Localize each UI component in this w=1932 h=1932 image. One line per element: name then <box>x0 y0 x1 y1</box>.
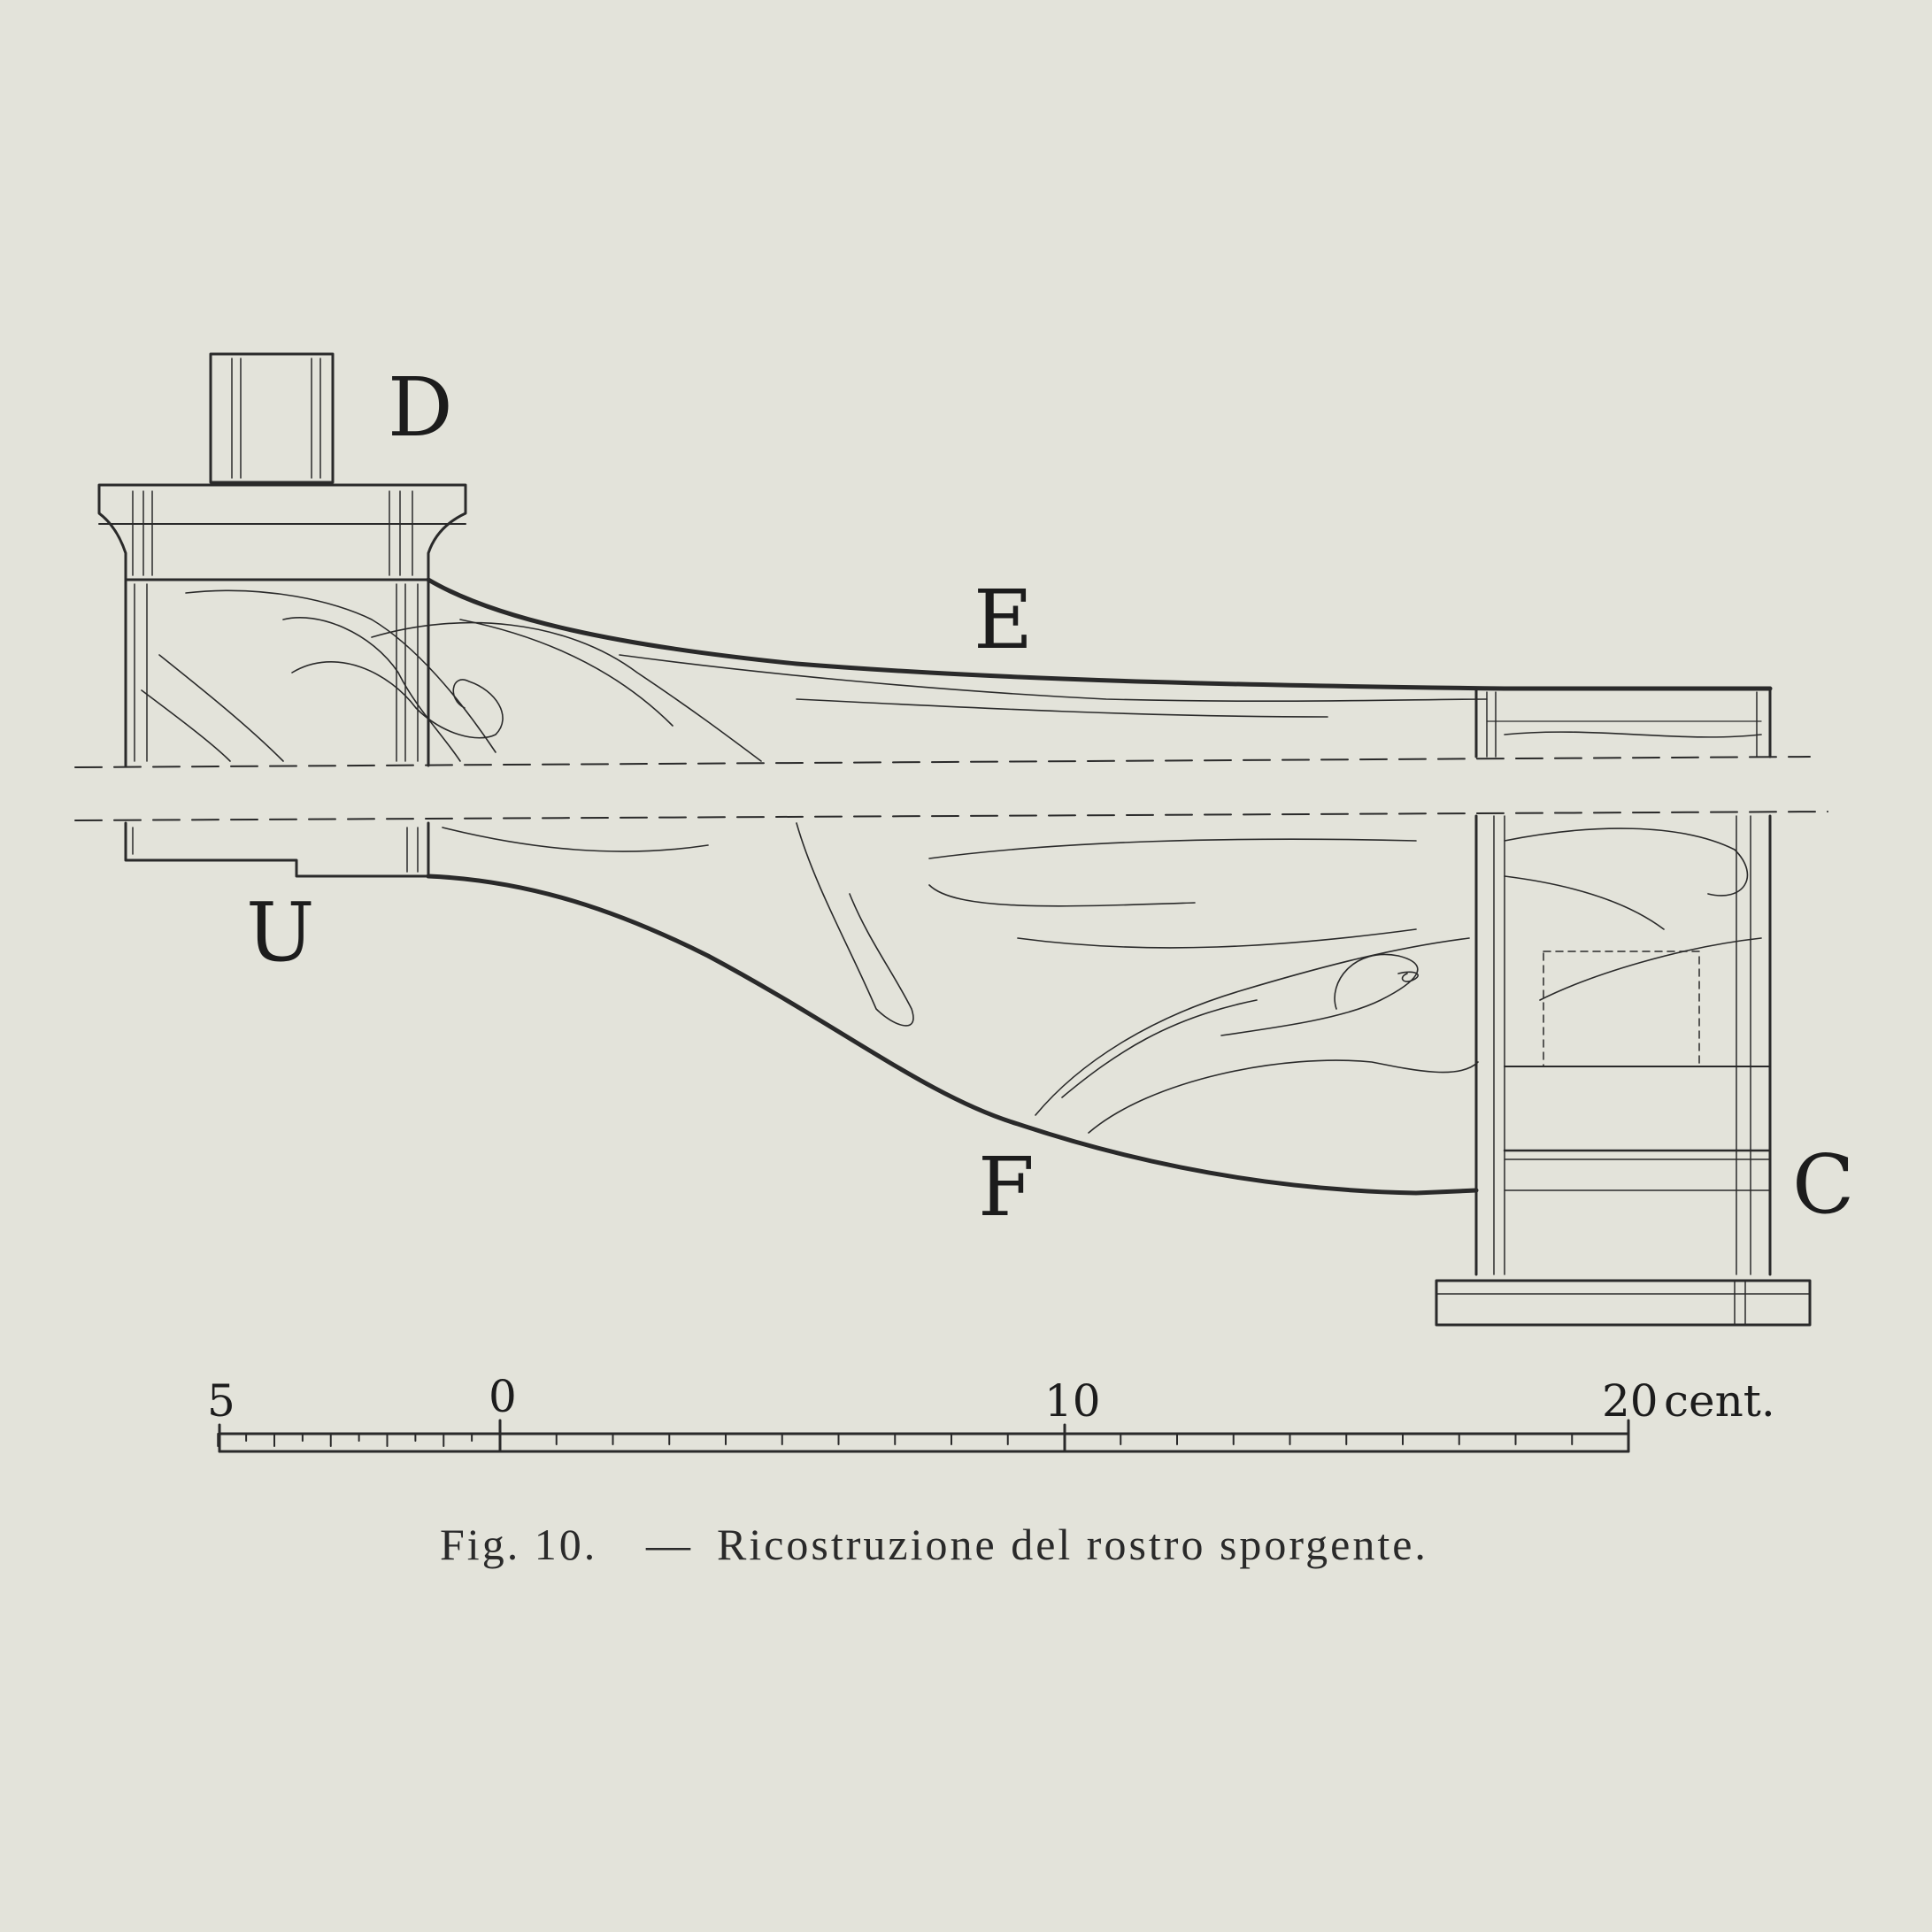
label-f: F <box>978 1140 1035 1235</box>
scale-label-20: 20 <box>1602 1375 1659 1427</box>
top-block-d <box>211 354 333 482</box>
wood-grain-lower <box>443 823 1761 1133</box>
caption-number: Fig. 10. <box>440 1520 598 1569</box>
scale-ticks <box>218 1434 1628 1446</box>
label-c: C <box>1792 1137 1855 1232</box>
caption-dash: — <box>646 1520 693 1569</box>
label-e: E <box>974 573 1034 667</box>
scale-label-0: 0 <box>489 1371 517 1422</box>
upper-edge-e <box>428 580 1770 689</box>
base-plate <box>1436 1281 1810 1325</box>
caption-text: Ricostruzione del rostro sporgente. <box>717 1520 1428 1569</box>
scale-label-10: 10 <box>1044 1375 1101 1427</box>
scale-unit: cent. <box>1664 1375 1775 1427</box>
right-post <box>1476 816 1770 1274</box>
left-post-upper <box>126 580 428 766</box>
lower-edge-f <box>428 876 1476 1193</box>
center-lines <box>75 757 1828 820</box>
label-u: U <box>246 885 315 980</box>
scale-label-5: 5 <box>207 1375 235 1427</box>
scale-bar <box>219 1420 1628 1451</box>
upper-right-block <box>1476 689 1770 757</box>
label-d: D <box>388 360 453 455</box>
lower-left-step <box>126 823 428 876</box>
collar <box>99 485 466 580</box>
